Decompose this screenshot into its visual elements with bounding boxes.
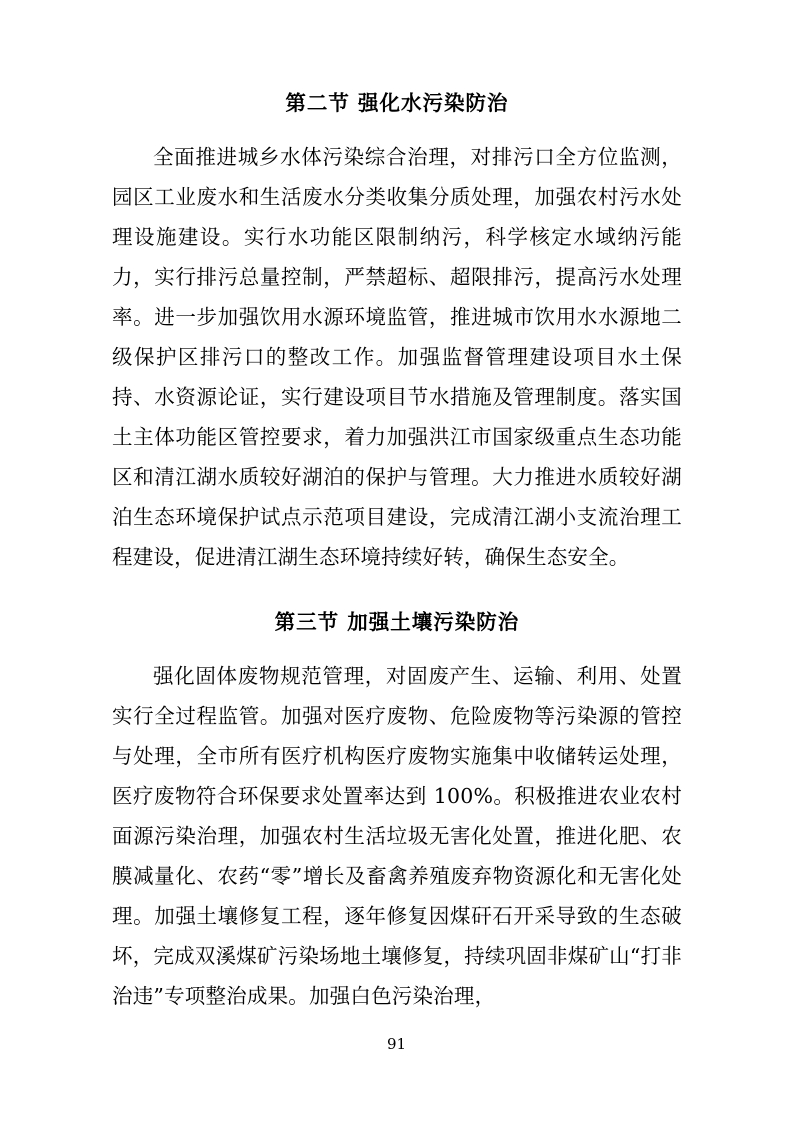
section-heading-3: 第三节 加强土壤污染防治 — [274, 609, 520, 634]
section-paragraph-3: 强化固体废物规范管理，对固废产生、运输、利用、处置实行全过程监管。加强对医疗废物、危险废物等污染源的管控与处理，全市所有医疗机构医疗废物实施集中收储转运处理，医疗废物符合环保要求处置率达到 100%。积极推进农业农村面源污染治理，加强农村生活垃圾无害化处置，推进化肥、农膜减量化、农药“零”增长及畜禽养殖废弃物资源化和无害化处理。加强土壤修复工程，逐年修复因煤矸石开采导致的生态破坏，完成双溪煤矿污染场地土壤修复，持续巩固非煤矿山“打非治违”专项整治成果。加强白色污染治理， — [112, 663, 682, 1008]
section-paragraph-2: 全面推进城乡水体污染综合治理，对排污口全方位监测，园区工业废水和生活废水分类收集分质处理，加强农村污水处理设施建设。实行水功能区限制纳污，科学核定水域纳污能力，实行排污总量控制，严禁超标、超限排污，提高污水处理率。进一步加强饮用水源环境监管，推进城市饮用水水源地二级保护区排污口的整改工作。加强监督管理建设项目水土保持、水资源论证，实行建设项目节水措施及管理制度。落实国土主体功能区管控要求，着力加强洪江市国家级重点生态功能区和清江湖水质较好湖泊的保护与管理。大力推进水质较好湖泊生态环境保护试点示范项目建设，完成清江湖小支流治理工程建设，促进清江湖生态环境持续好转，确保生态安全。 — [112, 144, 682, 569]
page-content — [112, 88, 682, 1022]
page-number: 91 — [386, 1035, 407, 1053]
section-heading-2: 第二节 强化水污染防治 — [285, 91, 509, 115]
